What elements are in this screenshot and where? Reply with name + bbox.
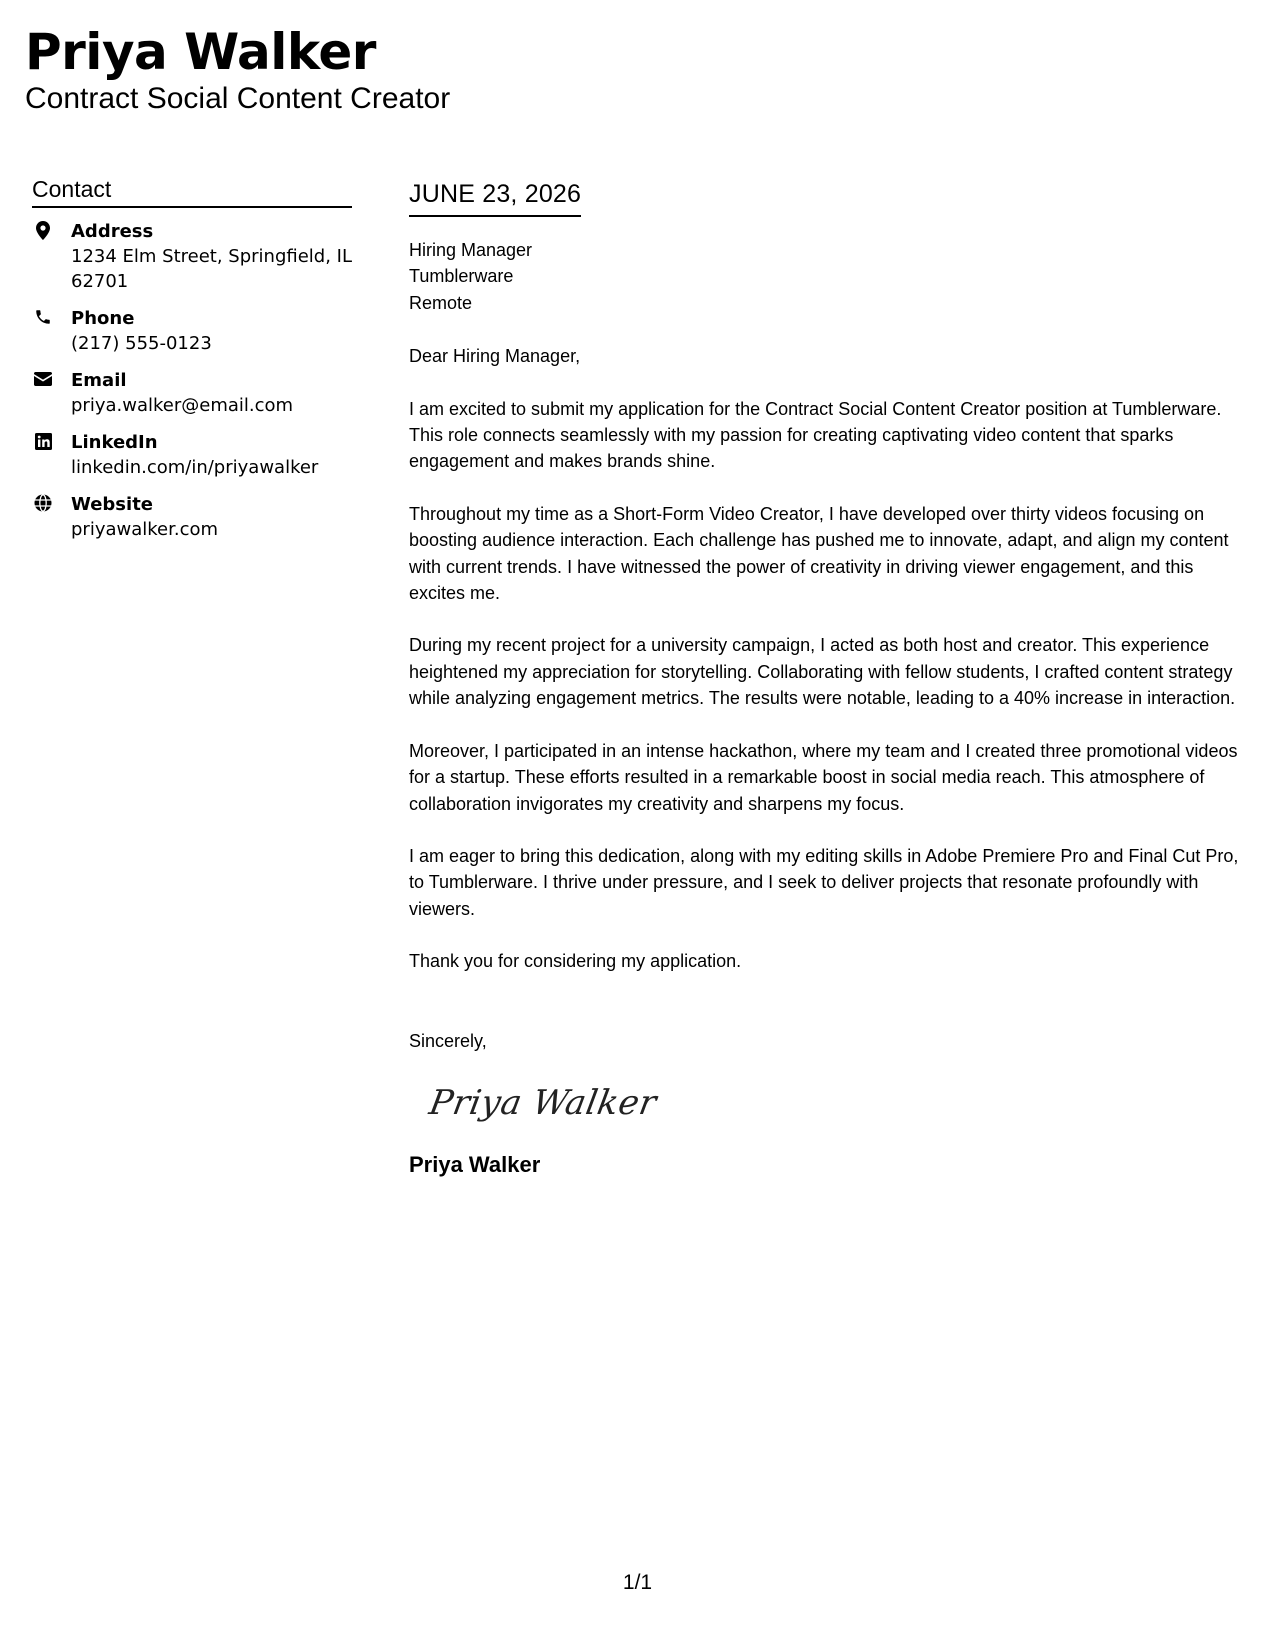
phone-value: (217) 555-0123 [71,333,212,354]
applicant-name: Priya Walker [25,23,376,81]
contact-item-website [32,492,352,542]
letter-paragraph: Thank you for considering my application. [409,951,742,972]
letter-paragraph: I am eager to bring this dedication, along with my editing skills in Adobe Premiere Pro and Final Cut Pro, to Tumblerware. I thrive under pressure, and I seek to deliver projects that resonate profoundly with viewers. [409,845,1239,919]
email-value: priya.walker@email.com [71,395,294,416]
handwritten-signature [423,1074,1249,1134]
linkedin-value: linkedin.com/in/priyawalker [71,457,319,478]
signer-name: Priya Walker [409,1151,541,1177]
recipient-line: Hiring Manager [409,240,533,260]
letter-body [409,178,1249,1179]
letter-paragraph: Moreover, I participated in an intense hackathon, where my team and I created three promotional videos for a startup. These efforts resulted in a remarkable boost in social media reach. This atmosphere of collaboration invigorates my creativity and sharpens my focus. [409,740,1238,814]
contact-item-email [32,368,352,418]
letter-paragraph: I am excited to submit my application for the Contract Social Content Creator position at Tumblerware. This role connects seamlessly with my passion for creating captivating video content that sparks engagement and makes brands shine. [409,398,1222,472]
page-number: 1/1 [622,1571,653,1594]
svg-text:Priya Walker: Priya Walker [426,1083,660,1123]
applicant-title: Contract Social Content Creator [25,82,451,115]
letter-date: JUNE 23, 2026 [409,178,581,217]
contact-label: Email [71,370,127,391]
globe-icon [33,493,53,513]
recipient-block [409,237,1249,316]
contact-label: Website [71,494,154,515]
contact-item-phone [32,306,352,356]
address-value: 1234 Elm Street, Springfield, IL 62701 [71,246,353,292]
recipient-line: Remote [409,292,473,313]
envelope-icon [33,369,53,389]
contact-item-address [32,219,352,294]
website-value: priyawalker.com [71,519,219,540]
letter-paragraph: During my recent project for a university campaign, I acted as both host and creator. This experience heightened my appreciation for storytelling. Collaborating with fellow students, I crafted content strategy while analyzing engagement metrics. The results were notable, leading to a 40% increase in interaction. [409,635,1236,709]
recipient-line: Tumblerware [409,266,514,287]
phone-icon [33,307,53,327]
contact-label: Address [71,221,154,242]
contact-sidebar [32,175,352,554]
map-pin-icon [33,220,53,240]
contact-label: LinkedIn [71,432,158,453]
contact-label: Phone [71,308,135,329]
contact-item-linkedin [32,430,352,480]
contact-heading: Contact [32,175,352,208]
letter-paragraph: Throughout my time as a Short-Form Video Creator, I have developed over thirty videos focusing on boosting audience interaction. Each challenge has pushed me to innovate, adapt, and align my content with current trends. I have witnessed the power of creativity in driving viewer engagement, and this excites me. [409,503,1229,604]
salutation: Dear Hiring Manager, [409,346,581,367]
linkedin-icon [33,431,53,451]
closing: Sincerely, [409,1030,487,1051]
